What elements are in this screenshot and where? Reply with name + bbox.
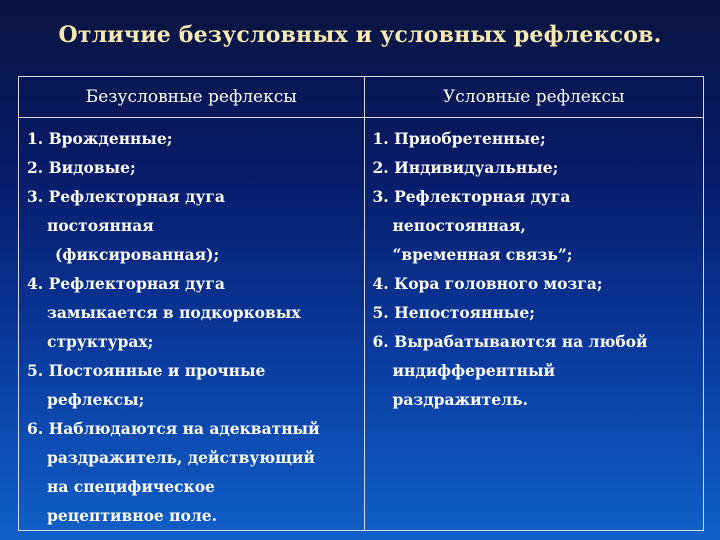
list-item-continuation: на специфическое xyxy=(47,477,215,496)
list-item-text: 6. Наблюдаются на адекватный xyxy=(27,419,320,438)
unconditioned-reflexes-cell xyxy=(19,118,365,531)
list-item-text: 5. Постоянные и прочные xyxy=(27,361,266,380)
list-item-continuation: индифферентный xyxy=(392,361,556,380)
list-item-text: 2. Индивидуальные; xyxy=(372,158,559,177)
list-item xyxy=(27,153,356,182)
list-item xyxy=(27,356,356,414)
table-header-row xyxy=(19,77,704,118)
list-item-continuation: постоянная xyxy=(47,216,154,235)
header-unconditioned-reflexes: Безусловные рефлексы xyxy=(19,77,365,118)
list-item xyxy=(27,414,356,530)
list-item-continuation: рефлексы; xyxy=(47,390,145,409)
list-item xyxy=(373,182,695,269)
list-item-text: 4. Кора головного мозга; xyxy=(372,274,603,293)
list-item-text: 3. Рефлекторная дуга xyxy=(27,187,225,206)
header-conditioned-reflexes: Условные рефлексы xyxy=(364,77,703,118)
list-item-text: 4. Рефлекторная дуга xyxy=(27,274,225,293)
list-item-continuation: раздражитель. xyxy=(392,390,528,409)
list-item-continuation: (фиксированная); xyxy=(55,245,220,264)
list-item-text: 1. Врожденные; xyxy=(27,129,173,148)
list-item-continuation: рецептивное поле. xyxy=(47,506,218,525)
comparison-table xyxy=(18,76,704,531)
list-item-continuation: замыкается в подкорковых xyxy=(47,303,301,322)
list-item xyxy=(27,124,356,153)
list-item xyxy=(373,153,695,182)
list-item xyxy=(373,269,695,298)
list-item-continuation: раздражитель, действующий xyxy=(47,448,315,467)
slide-title: Отличие безусловных и условных рефлексов. xyxy=(58,22,662,48)
list-item-continuation: непостоянная, xyxy=(392,216,526,235)
list-item-text: 5. Непостоянные; xyxy=(372,303,535,322)
list-item-continuation: “временная связь”; xyxy=(392,245,573,264)
conditioned-reflexes-cell xyxy=(364,118,703,531)
table-body-row xyxy=(19,118,704,531)
list-item xyxy=(27,269,356,356)
list-item-continuation: структурах; xyxy=(47,332,154,351)
conditioned-reflexes-list xyxy=(365,118,703,414)
list-item xyxy=(373,327,695,414)
list-item xyxy=(373,298,695,327)
unconditioned-reflexes-list xyxy=(19,118,364,530)
list-item-text: 3. Рефлекторная дуга xyxy=(372,187,571,206)
list-item-text: 1. Приобретенные; xyxy=(372,129,546,148)
list-item-text: 6. Вырабатываются на любой xyxy=(372,332,648,351)
list-item xyxy=(373,124,695,153)
list-item-text: 2. Видовые; xyxy=(27,158,136,177)
list-item xyxy=(27,182,356,269)
